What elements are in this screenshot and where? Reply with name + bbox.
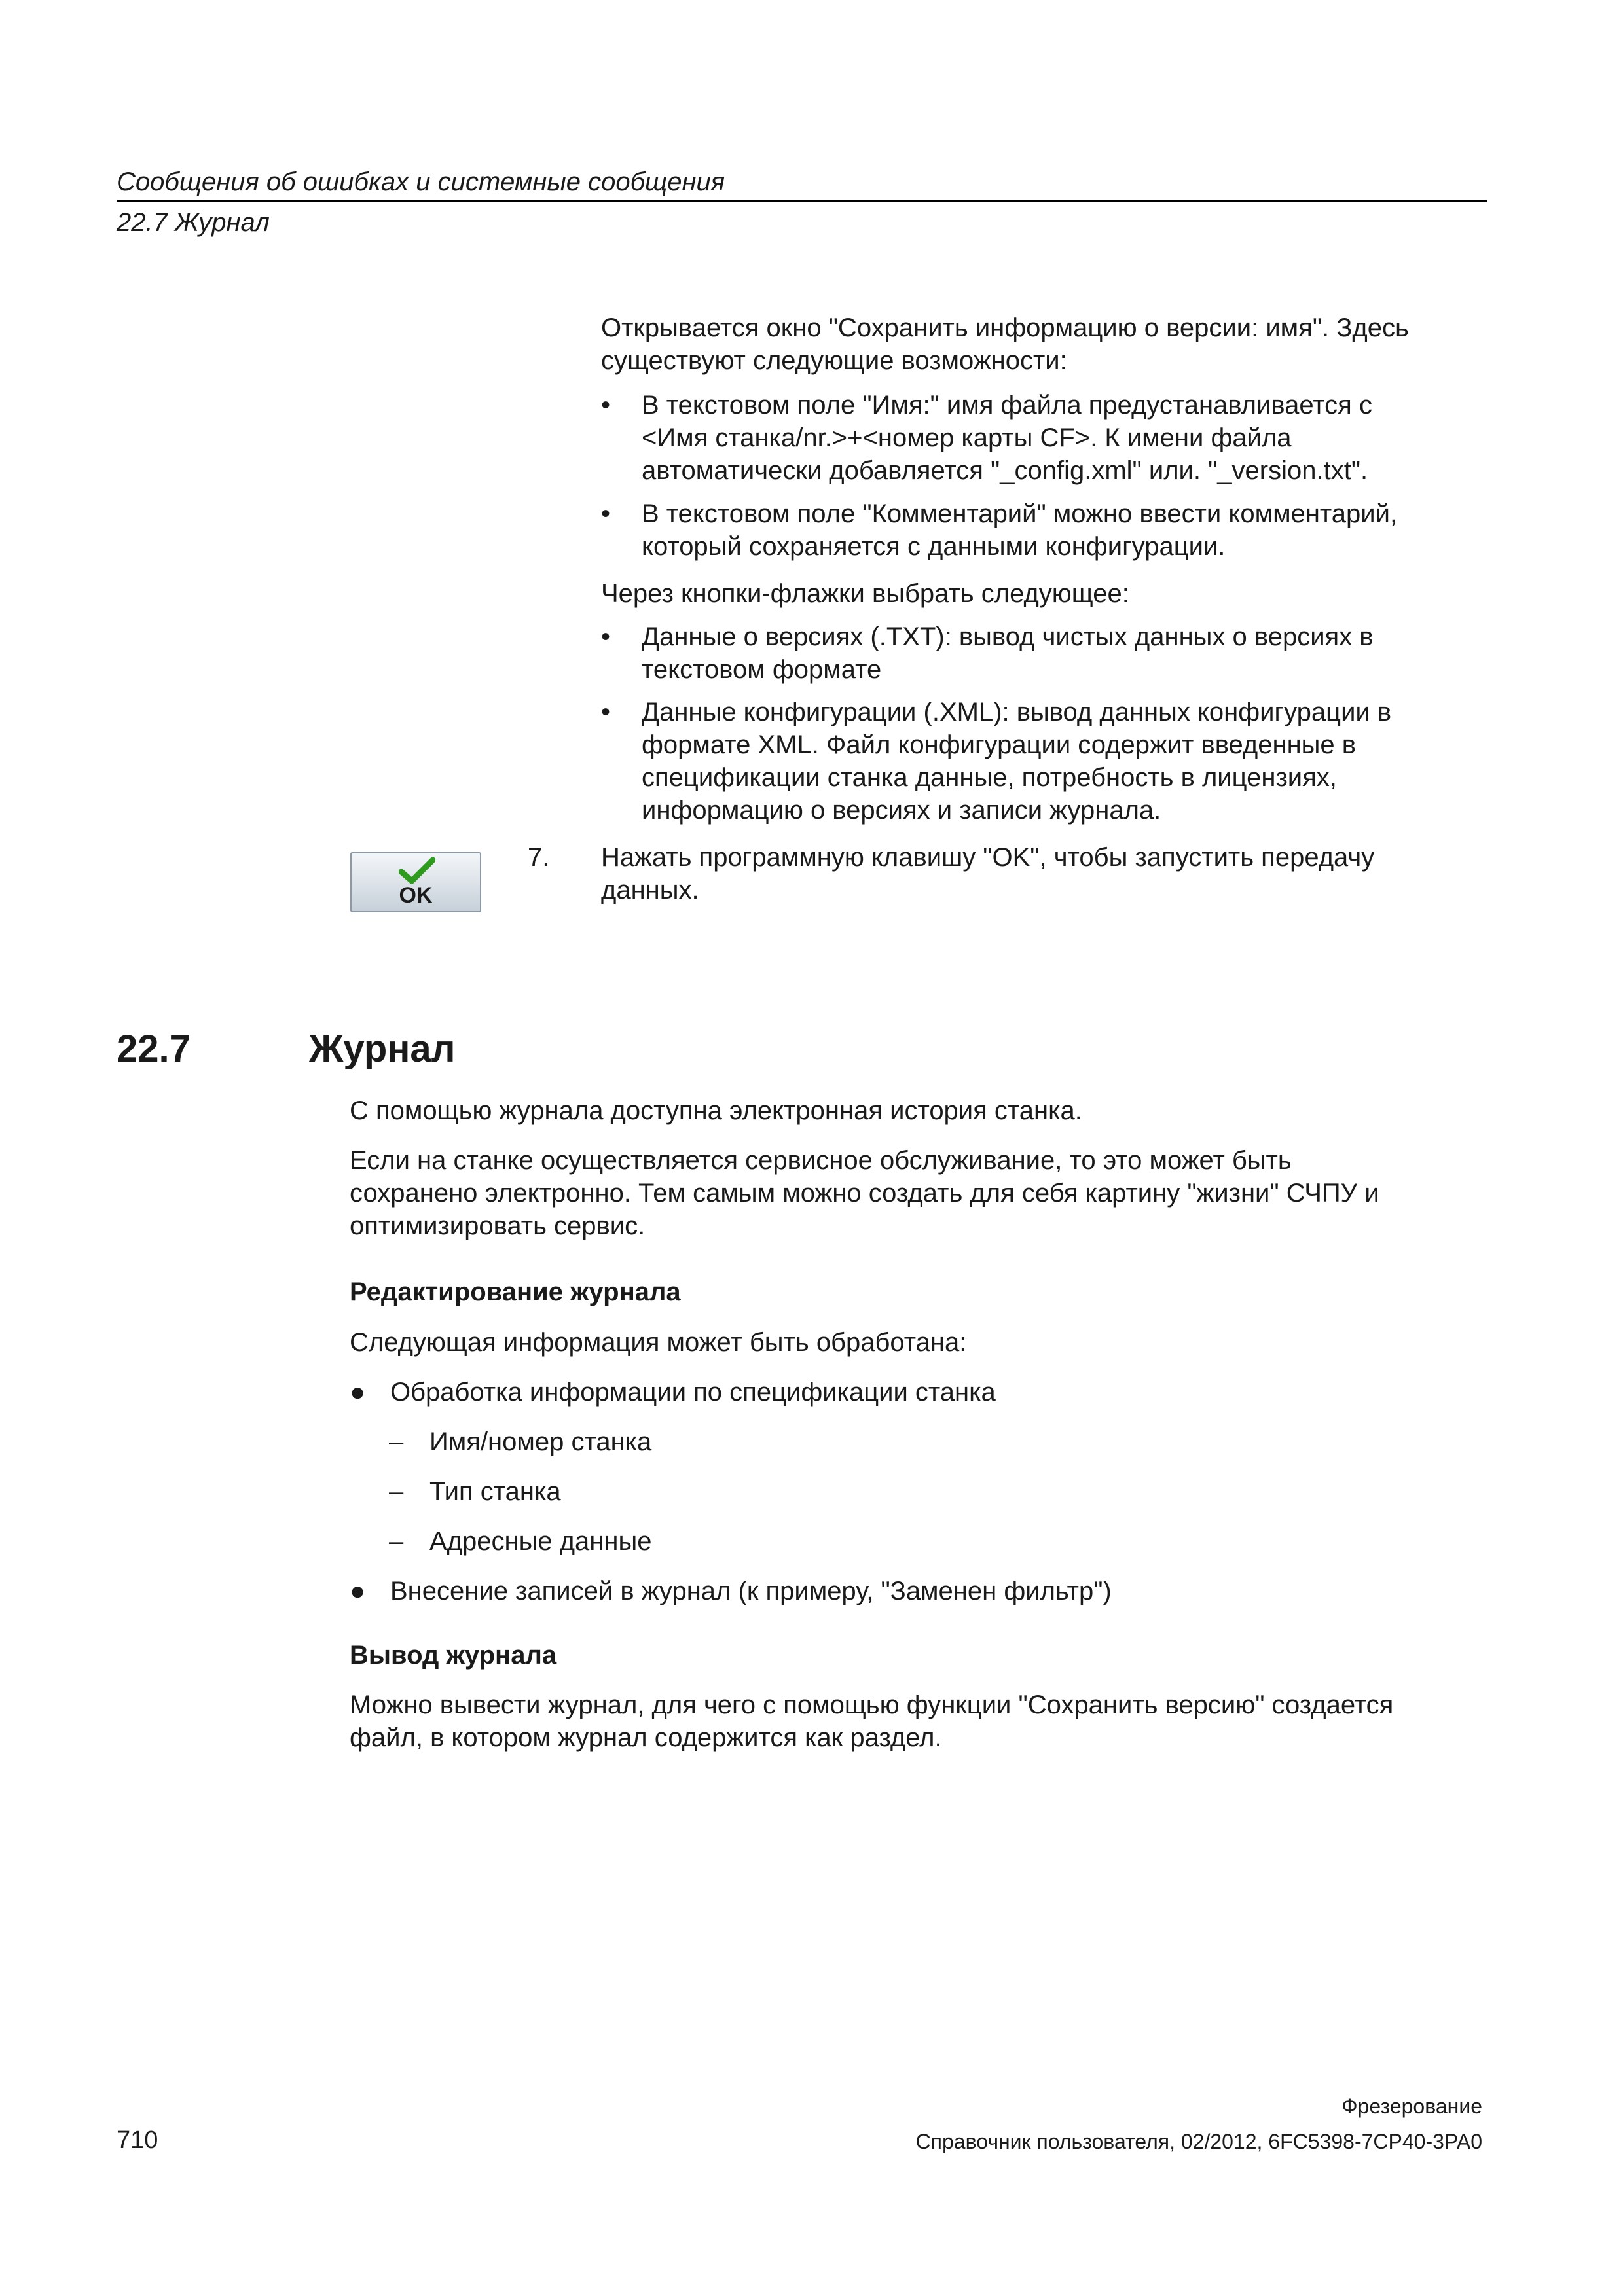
step-line-2: данных.: [601, 876, 699, 905]
list-item-line: автоматически добавляется "_config.xml" или. "_version.txt".: [642, 456, 1368, 485]
page-number: 710: [117, 2126, 158, 2154]
intro-line-1: Открывается окно "Сохранить информацию о версии: имя". Здесь: [601, 314, 1409, 342]
list-item-line: спецификации станка данные, потребность в лицензиях,: [642, 763, 1337, 792]
footer-product: Фрезерование: [1341, 2094, 1482, 2118]
list-item-line: формате XML. Файл конфигурации содержит введенные в: [642, 730, 1357, 759]
intro-paragraph: [601, 312, 1491, 377]
step-text: [601, 841, 1491, 906]
output-paragraph: [350, 1689, 1515, 1754]
section-title: Журнал: [309, 1028, 456, 1070]
paragraph-line: Если на станке осуществляется сервисное обслуживание, то это может быть: [350, 1146, 1292, 1175]
bullet-glyph: •: [601, 622, 611, 651]
step-line-1: Нажать программную клавишу "OK", чтобы запустить передачу: [601, 843, 1375, 872]
bullet-glyph: •: [601, 698, 611, 726]
dash-glyph: –: [389, 1477, 404, 1506]
list-item-line: В текстовом поле "Комментарий" можно ввести комментарий,: [642, 499, 1398, 528]
paragraph-line: файл, в котором журнал содержится как раздел.: [350, 1723, 942, 1752]
dash-glyph: –: [389, 1527, 404, 1556]
step-number: 7.: [528, 843, 550, 872]
list-item-line: Данные о версиях (.TXT): вывод чистых данных о версиях в: [642, 622, 1374, 651]
bullet-glyph: ●: [350, 1378, 366, 1407]
running-header-chapter: Сообщения об ошибках и системные сообщения: [117, 168, 725, 196]
header-rule: [117, 200, 1487, 202]
intro-line-2: существуют следующие возможности:: [601, 346, 1067, 375]
running-header-section: 22.7 Журнал: [117, 208, 270, 237]
bullet-glyph: ●: [350, 1577, 366, 1605]
paragraph-line: оптимизировать сервис.: [350, 1211, 646, 1240]
dash-glyph: –: [389, 1427, 404, 1456]
paragraph-line: Можно вывести журнал, для чего с помощью функции "Сохранить версию" создается: [350, 1691, 1394, 1719]
checkbox-intro: Через кнопки-флажки выбрать следующее:: [601, 579, 1129, 608]
bullet-glyph: •: [601, 499, 611, 528]
list-item-line: который сохраняется с данными конфигурации.: [642, 532, 1226, 561]
list-item-text: Адресные данные: [429, 1527, 652, 1556]
section-number: 22.7: [117, 1028, 191, 1070]
list-item-line: В текстовом поле "Имя:" имя файла предустанавливается с: [642, 391, 1372, 420]
subheading-output: Вывод журнала: [350, 1641, 557, 1670]
list-item-line: <Имя станка/nr.>+<номер карты CF>. К имени файла: [642, 423, 1292, 452]
section-paragraph-2: [350, 1144, 1515, 1242]
ok-softkey-button[interactable]: [350, 852, 481, 912]
list-item-line: Данные конфигурации (.XML): вывод данных конфигурации в: [642, 698, 1392, 726]
list-item-text: Имя/номер станка: [429, 1427, 652, 1456]
section-paragraph-1: С помощью журнала доступна электронная история станка.: [350, 1096, 1082, 1125]
paragraph-line: сохранено электронно. Тем самым можно создать для себя картину "жизни" СЧПУ и: [350, 1179, 1379, 1208]
editing-intro: Следующая информация может быть обработана:: [350, 1328, 967, 1357]
list-item-text: Внесение записей в журнал (к примеру, "Заменен фильтр"): [390, 1577, 1112, 1605]
ok-softkey-label: OK: [399, 883, 433, 908]
list-item-text: Обработка информации по спецификации станка: [390, 1378, 996, 1407]
list-item-line: текстовом формате: [642, 655, 882, 684]
subheading-editing: Редактирование журнала: [350, 1278, 681, 1306]
footer-manual: Справочник пользователя, 02/2012, 6FC5398-7CP40-3PA0: [915, 2130, 1482, 2153]
bullet-glyph: •: [601, 391, 611, 420]
list-item-line: информацию о версиях и записи журнала.: [642, 796, 1161, 825]
list-item-text: Тип станка: [429, 1477, 561, 1506]
